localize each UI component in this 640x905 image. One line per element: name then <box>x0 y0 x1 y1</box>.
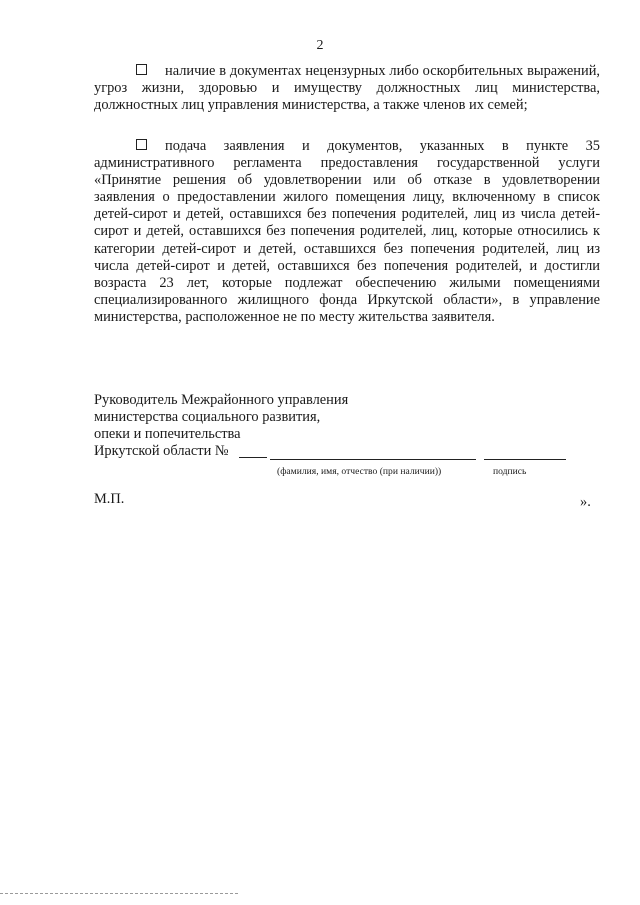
stamp-placeholder: М.П. <box>94 491 125 507</box>
closing-quote: ». <box>580 494 591 510</box>
checkbox-icon <box>136 139 147 150</box>
signatory-title-line: Руководитель Межрайонного управления <box>94 392 349 408</box>
name-blank-line <box>270 459 476 460</box>
signatory-title-line: Иркутской области № <box>94 443 229 459</box>
signatory-title-line: министерства социального развития, <box>94 409 321 425</box>
number-blank-line <box>239 457 267 458</box>
signatory-title-line: опеки и попечительства <box>94 426 241 442</box>
list-item <box>94 63 600 114</box>
signature-caption: подпись <box>493 466 527 477</box>
checkbox-icon <box>136 64 147 75</box>
list-item-text: подача заявления и документов, указанных в пункте 35 административного регламента предоставления государственной услуги «Принятие решения об удовлетворении или об отказе в удовлетворении заявления о предоставлении жилого помещения лицу, включенному в список детей-сирот и детей, оставшихся без попечения родителей, лиц из числа детей-сирот и детей, оставшихся без попечения родителей, лиц, которые относились к категории детей-сирот и детей, оставшихся без попечения родителей, лиц из числа детей-сирот и детей, оставшихся без попечения родителей, и достигли возраста 23 лет, которые подлежат обеспечению жилыми помещениями специализированного жилищного фонда Иркутской области», в управление министерства, расположенное не по месту жительства заявителя. <box>94 138 600 325</box>
page-number: 2 <box>316 38 324 53</box>
footer-divider <box>0 893 238 894</box>
list-item <box>94 138 600 326</box>
signature-blank-line <box>484 459 566 460</box>
name-caption: (фамилия, имя, отчество (при наличии)) <box>277 466 442 477</box>
signatory-block <box>94 392 394 460</box>
list-item-text: наличие в документах нецензурных либо оскорбительных выражений, угроз жизни, здоровью и имуществу должностных лиц министерства, должностных лиц управления министерства, а также членов их семей; <box>94 63 600 114</box>
